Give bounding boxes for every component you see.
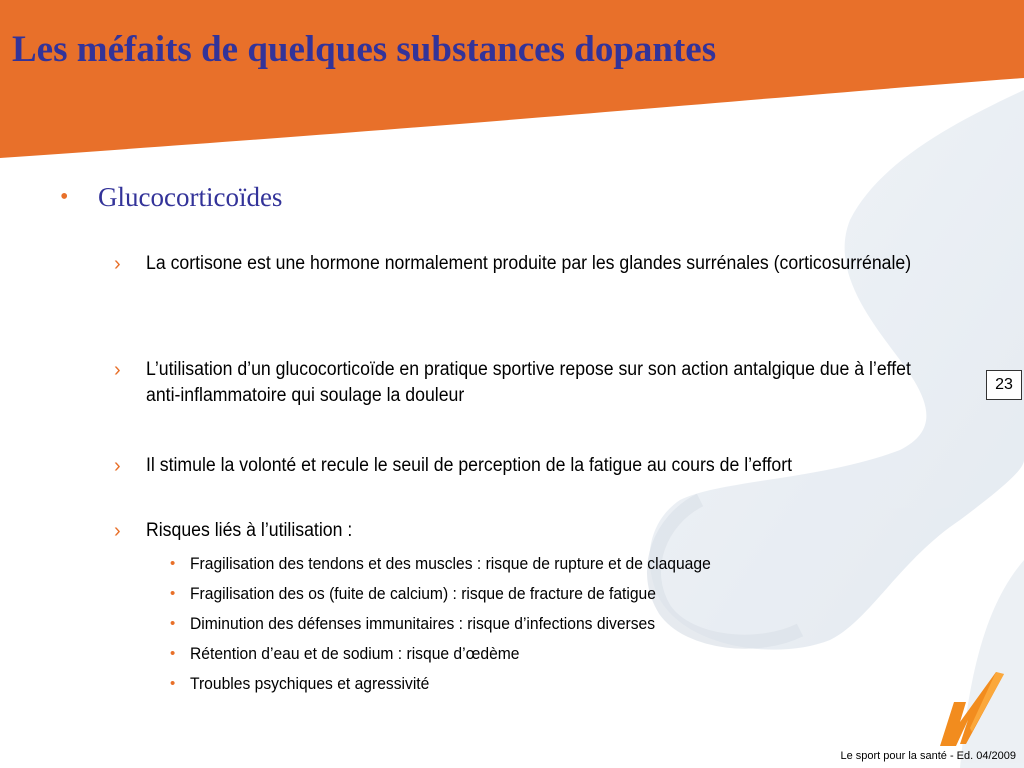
dot-bullet-icon: •	[170, 615, 176, 632]
heading-item	[60, 182, 282, 213]
point-text: L’utilisation d’un glucocorticoïde en pratique sportive repose sur son action antalgique due à l’effet anti-inflammatoire qui soulage la douleur	[146, 359, 911, 406]
header-band	[0, 0, 1024, 158]
heading-text: Glucocorticoïdes	[98, 182, 283, 212]
point-text: Il stimule la volonté et recule le seuil de perception de la fatigue au cours de l’effort	[146, 455, 793, 476]
risk-text: Rétention d’eau et de sodium : risque d’œdème	[190, 644, 520, 663]
point-item	[114, 453, 944, 479]
dot-bullet-icon: •	[170, 585, 176, 602]
chevron-bullet-icon: ›	[114, 455, 121, 477]
athlete-silhouette	[650, 90, 1024, 768]
risk-text: Diminution des défenses immunitaires : risque d’infections diverses	[190, 614, 656, 633]
risk-item	[170, 613, 696, 635]
dot-bullet-icon: •	[170, 555, 176, 572]
point-item	[114, 357, 944, 409]
risk-text: Fragilisation des os (fuite de calcium) : risque de fracture de fatigue	[190, 584, 656, 603]
risk-item	[170, 553, 756, 575]
point-item	[114, 251, 944, 277]
slide-title: Les méfaits de quelques substances dopantes	[12, 29, 717, 70]
risk-text: Fragilisation des tendons et des muscles : risque de rupture et de claquage	[190, 554, 711, 573]
point-item	[114, 518, 944, 544]
heading-bullet: •	[60, 184, 69, 210]
risk-item	[170, 583, 696, 605]
chevron-bullet-icon: ›	[114, 520, 121, 542]
brand-logo-icon	[936, 668, 1008, 748]
chevron-bullet-icon: ›	[114, 253, 121, 275]
page-number: 23	[986, 370, 1022, 400]
dot-bullet-icon: •	[170, 675, 176, 692]
point-text: Risques liés à l’utilisation :	[146, 520, 353, 541]
dot-bullet-icon: •	[170, 645, 176, 662]
footer-text: Le sport pour la santé - Ed. 04/2009	[840, 750, 1016, 762]
risk-item	[170, 673, 450, 695]
chevron-bullet-icon: ›	[114, 359, 121, 381]
risk-text: Troubles psychiques et agressivité	[190, 674, 430, 693]
risk-item	[170, 643, 548, 665]
point-text: La cortisone est une hormone normalement produite par les glandes surrénales (corticosurrénale)	[146, 253, 912, 274]
